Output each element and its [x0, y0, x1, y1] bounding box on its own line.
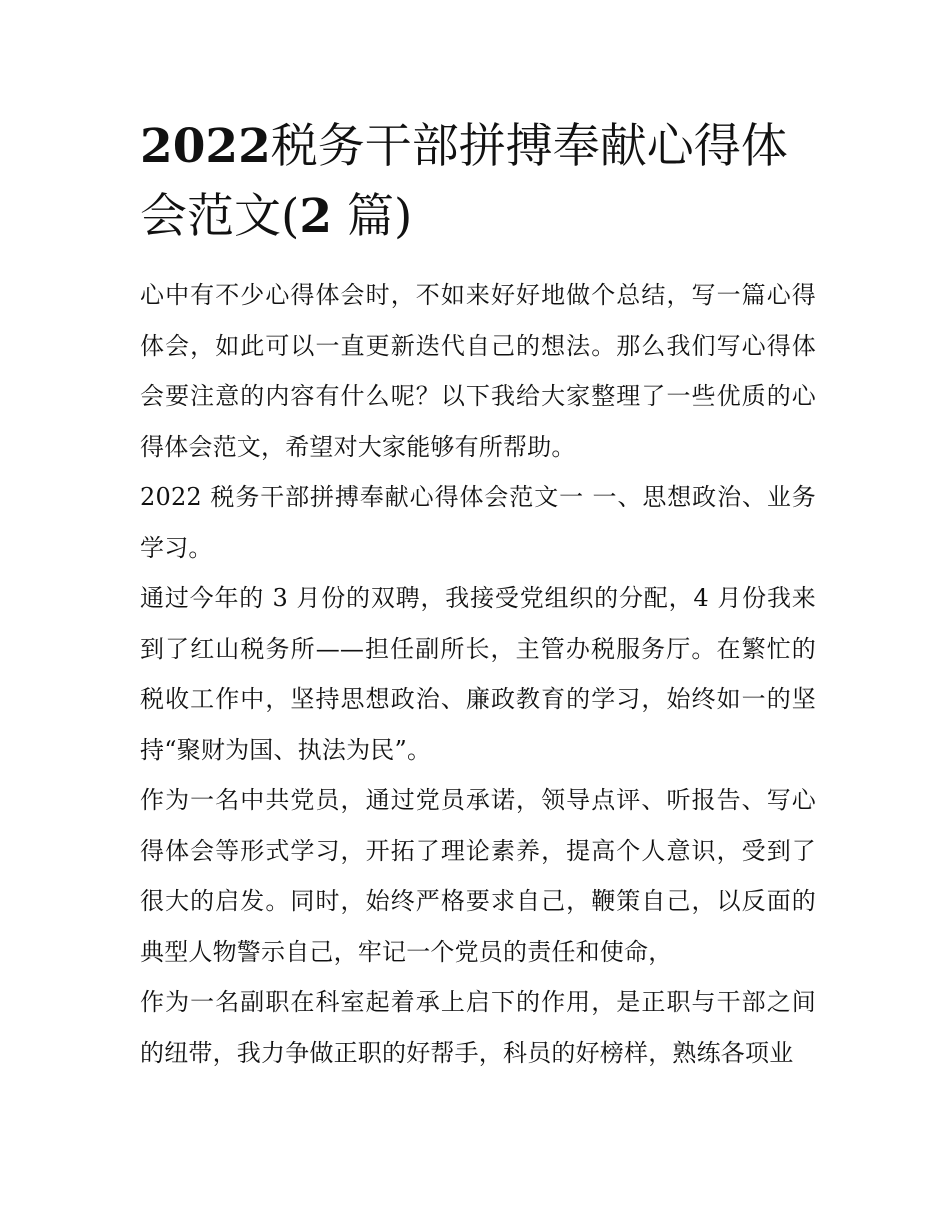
paragraph-deputy-role: 作为一名副职在科室起着承上启下的作用，是正职与干部之间的纽带，我力争做正职的好帮手，科员的好榜样，熟练各项业: [140, 988, 816, 1067]
title-number: 2: [299, 189, 333, 244]
paragraph-section-heading: 2022 税务干部拼搏奉献心得体会范文一 一、思想政治、业务学习。: [140, 483, 816, 562]
paragraph-assignment: 通过今年的 3 月份的双聘，我接受党组织的分配，4 月份我来到了红山税务所——担任副所长，主管办税服务厅。在繁忙的税收工作中，坚持思想政治、廉政教育的学习，始终如一的坚持“聚财为国、执法为民”。: [140, 584, 816, 764]
paragraph-intro: 心中有不少心得体会时，不如来好好地做个总结，写一篇心得体会，如此可以一直更新迭代自己的想法。那么我们写心得体会要注意的内容有什么呢？以下我给大家整理了一些优质的心得体会范文，希望对大家能够有所帮助。: [140, 281, 816, 461]
document-body: [140, 112, 820, 1078]
paragraph-party-member: 作为一名中共党员，通过党员承诺，领导点评、听报告、写心得体会等形式学习，开拓了理论素养，提高个人意识，受到了很大的启发。同时，始终严格要求自己，鞭策自己，以反面的典型人物警示自己，牢记一个党员的责任和使命，: [140, 786, 816, 966]
document-title: [140, 112, 820, 252]
title-main: 税务干部拼搏奉献心得体会范文(: [140, 119, 788, 244]
title-year: 2022: [140, 119, 271, 174]
title-tail: 篇): [332, 189, 413, 244]
